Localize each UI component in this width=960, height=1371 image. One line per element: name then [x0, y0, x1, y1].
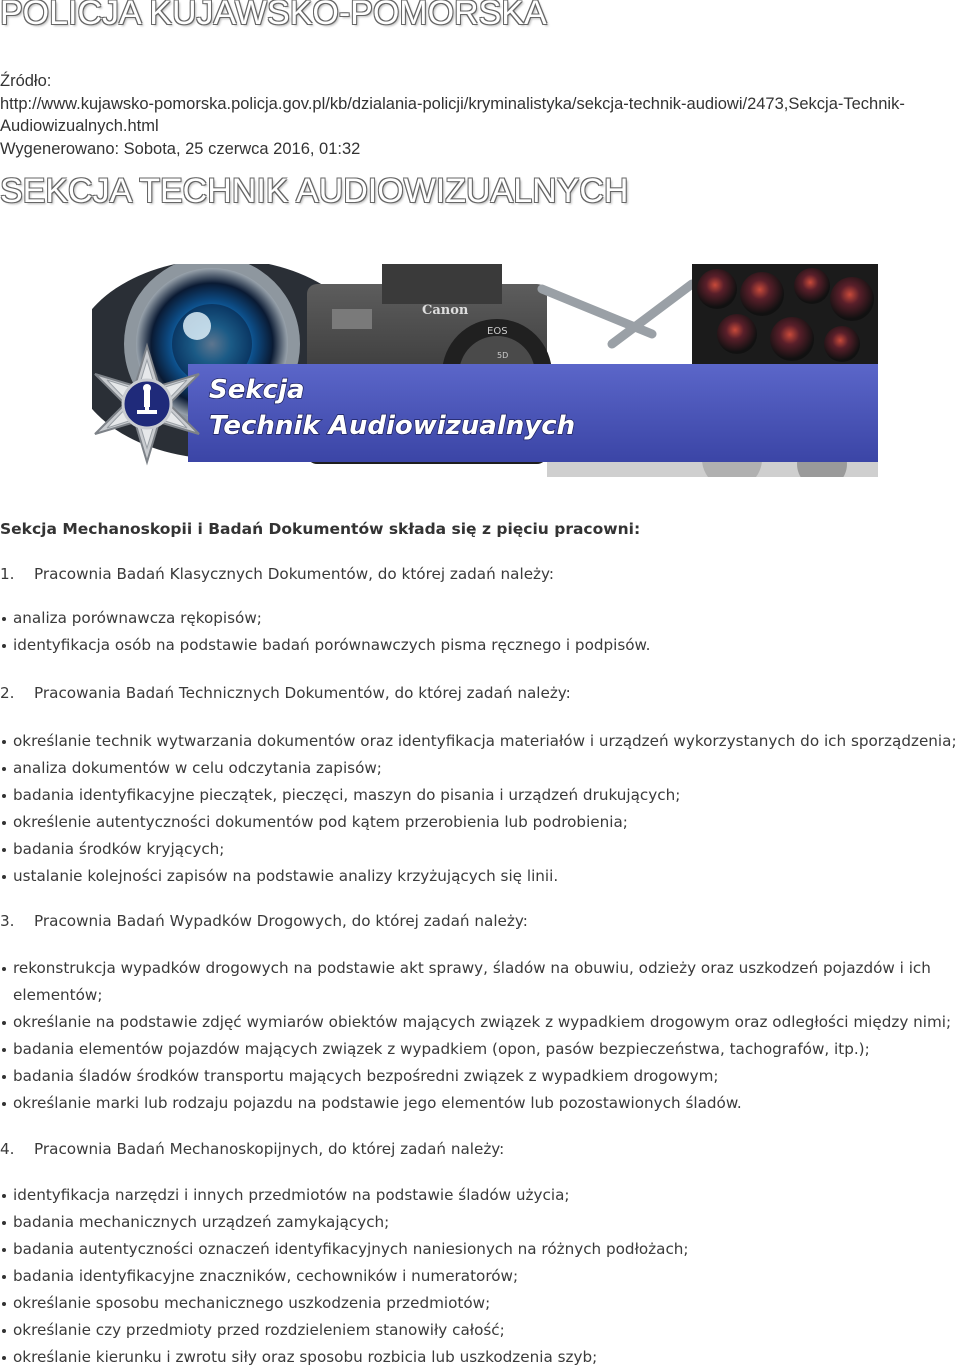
list-item: rekonstrukcja wypadków drogowych na podstawie akt sprawy, śladów na obuwiu, odzieży oraz uszkodzeń pojazdów i ich elementów; [13, 955, 943, 1009]
site-title: POLICJA KUJAWSKO-POMORSKA [0, 0, 547, 32]
list-item: badania środków kryjących; [13, 836, 224, 863]
section-title: Pracownia Badań Wypadków Drogowych, do której zadań należy: [34, 912, 528, 930]
list-item: badania elementów pojazdów mających związek z wypadkiem (opon, pasów bezpieczeństwa, tachografów, itp.); [13, 1036, 870, 1063]
section-title: Pracownia Badań Klasycznych Dokumentów, do której zadań należy: [34, 565, 555, 583]
section-title: Pracownia Badań Mechanoskopijnych, do której zadań należy: [34, 1140, 505, 1158]
list-item: określanie czy przedmioty przed rozdzieleniem stanowiły całość; [13, 1317, 505, 1344]
section-2-heading [0, 684, 571, 702]
list-item: badania identyfikacyjne znaczników, cechowników i numeratorów; [13, 1263, 518, 1290]
camera-model: EOS [487, 326, 508, 337]
list-item: określanie technik wytwarzania dokumentów oraz identyfikacja materiałów i urządzeń wykorzystanych do ich sporządzenia; [13, 728, 957, 755]
list-item: badania mechanicznych urządzeń zamykających; [13, 1209, 389, 1236]
list-item: określanie na podstawie zdjęć wymiarów obiektów mających związek z wypadkiem drogowym oraz odległości między nimi; [13, 1009, 951, 1036]
banner-image [92, 264, 878, 477]
section-number: 1. [0, 565, 15, 583]
section-number: 4. [0, 1140, 15, 1158]
source-url-line2[interactable]: Audiowizualnych.html [0, 117, 159, 135]
source-label: Źródło: [0, 72, 52, 90]
section-4-heading [0, 1140, 504, 1158]
banner-line1: Sekcja [209, 375, 305, 405]
camera-number: 5D [497, 351, 509, 360]
list-item: analiza porównawcza rękopisów; [13, 605, 262, 632]
lens-collection [692, 264, 878, 364]
list-item: badania identyfikacyjne pieczątek, pieczęci, maszyn do pisania i urządzeń drukujących; [13, 782, 680, 809]
camera-brand: Canon [422, 303, 469, 318]
section-number: 3. [0, 912, 15, 930]
list-item: określenie autentyczności dokumentów pod kątem przerobienia lub podrobienia; [13, 809, 628, 836]
article-title: SEKCJA TECHNIK AUDIOWIZUALNYCH [0, 172, 629, 210]
list-item: identyfikacja osób na podstawie badań porównawczych pisma ręcznego i podpisów. [13, 632, 650, 659]
generated-timestamp: Wygenerowano: Sobota, 25 czerwca 2016, 01:32 [0, 139, 361, 158]
section-number: 2. [0, 684, 15, 702]
list-item: identyfikacja narzędzi i innych przedmiotów na podstawie śladów użycia; [13, 1182, 570, 1209]
banner-graphic [92, 264, 878, 477]
list-item: badania śladów środków transportu mających bezpośredni związek z wypadkiem drogowym; [13, 1063, 719, 1090]
list-item: określanie marki lub rodzaju pojazdu na podstawie jego elementów lub pozostawionych śladów. [13, 1090, 742, 1117]
source-url-line1[interactable]: http://www.kujawsko-pomorska.policja.gov.pl/kb/dzialania-policji/kryminalistyka/sekcja-technik-audiowi/2473,Sekcja-Technik- [0, 94, 905, 113]
document-meta [0, 70, 958, 160]
list-item: określanie kierunku i zwrotu siły oraz sposobu rozbicia lub uszkodzenia szyb; [13, 1344, 597, 1371]
list-item: analiza dokumentów w celu odczytania zapisów; [13, 755, 382, 782]
list-item: ustalanie kolejności zapisów na podstawie analizy krzyżujących się linii. [13, 863, 558, 890]
banner-line2: Technik Audiowizualnych [209, 411, 576, 441]
section-1-heading [0, 565, 554, 583]
section-3-heading [0, 912, 528, 930]
lead-paragraph: Sekcja Mechanoskopii i Badań Dokumentów składa się z pięciu pracowni: [0, 520, 641, 538]
list-item: określanie sposobu mechanicznego uszkodzenia przedmiotów; [13, 1290, 490, 1317]
section-title: Pracowania Badań Technicznych Dokumentów, do której zadań należy: [34, 684, 571, 702]
list-item: badania autentyczności oznaczeń identyfikacyjnych naniesionych na różnych podłożach; [13, 1236, 689, 1263]
